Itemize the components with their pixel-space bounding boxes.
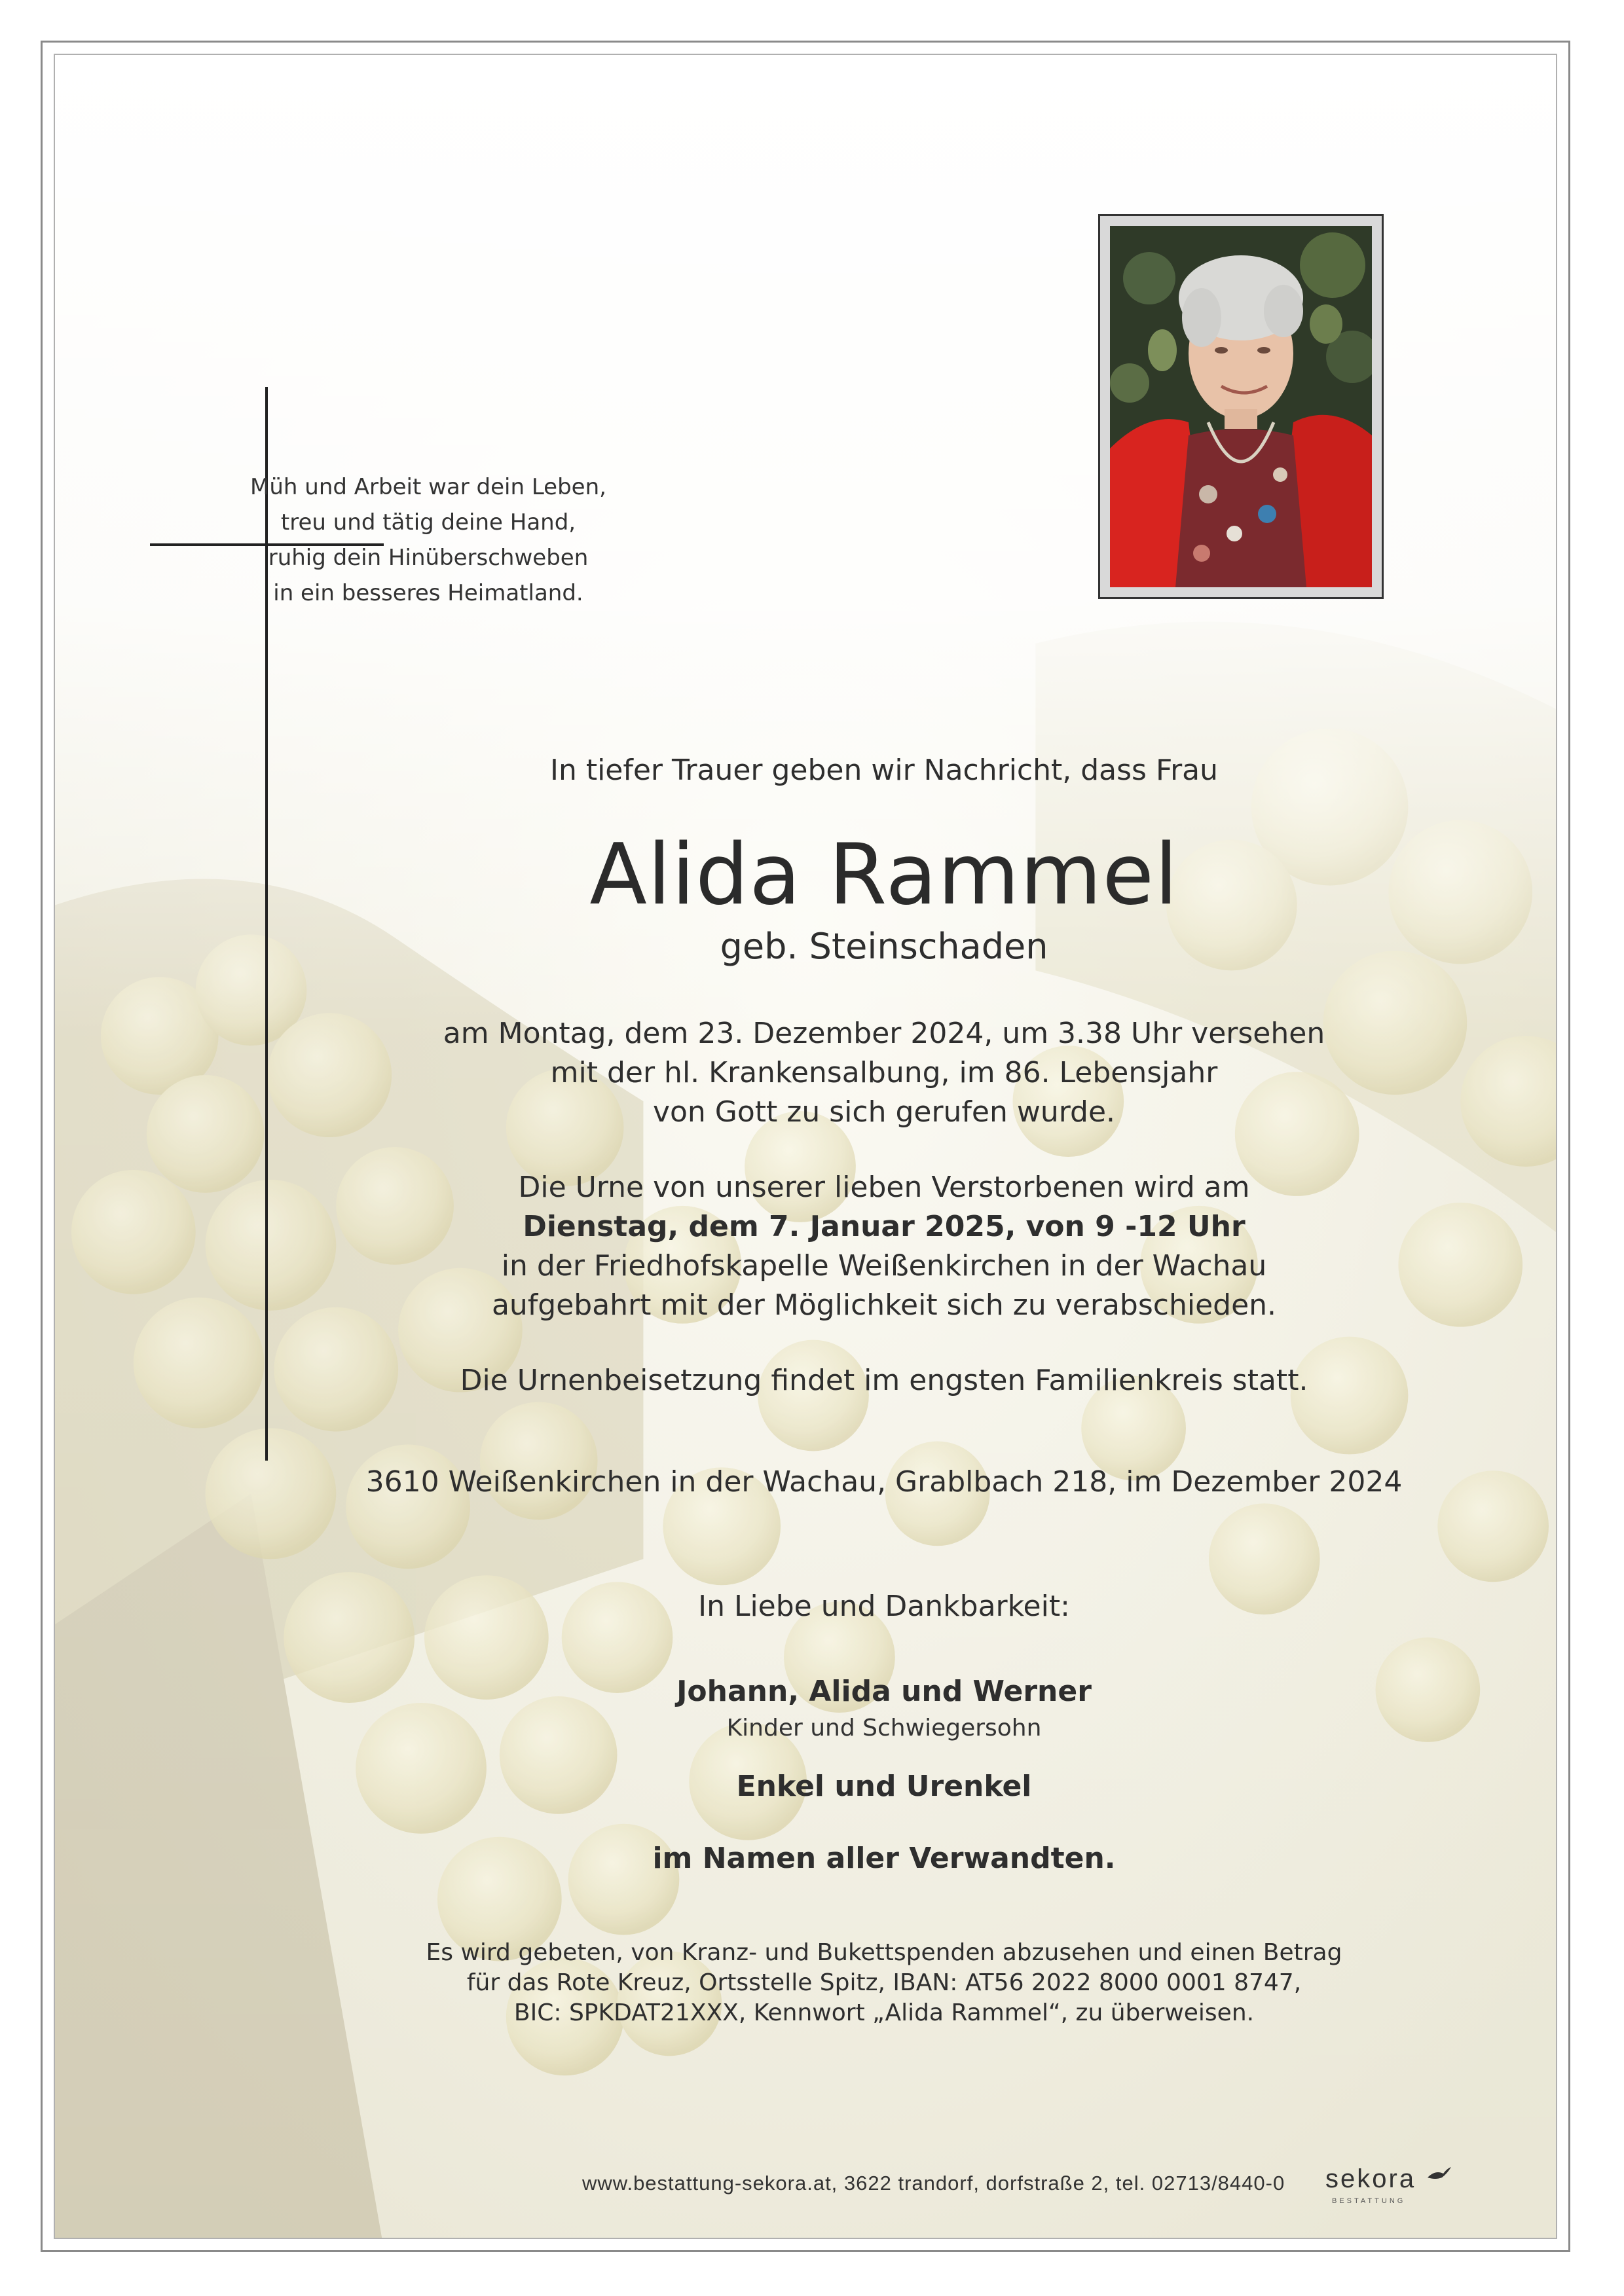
death-line: mit der hl. Krankensalbung, im 86. Lebensjahr bbox=[550, 1056, 1218, 1089]
urn-date: Dienstag, dem 7. Januar 2025, von 9 -12 Uhr bbox=[523, 1210, 1246, 1243]
verse-line: in ein besseres Heimatland. bbox=[273, 580, 583, 606]
urn-line: Die Urne von unserer lieben Verstorbenen wird am bbox=[518, 1171, 1250, 1204]
burial-text: Die Urnenbeisetzung findet im engsten Familienkreis statt. bbox=[460, 1364, 1308, 1397]
urn-location: in der Friedhofskapelle Weißenkirchen in der Wachau bbox=[501, 1249, 1267, 1283]
donation-line: Es wird gebeten, von Kranz- und Bukettspenden abzusehen und einen Betrag bbox=[426, 1939, 1342, 1966]
portrait-illustration bbox=[1110, 226, 1372, 587]
portrait-photo bbox=[1110, 226, 1372, 587]
mourners-grandchildren: Enkel und Urenkel bbox=[736, 1770, 1032, 1803]
mourners-children-role: Kinder und Schwiegersohn bbox=[726, 1715, 1042, 1741]
verse-line: Müh und Arbeit war dein Leben, bbox=[250, 474, 606, 500]
bird-icon bbox=[1426, 2164, 1452, 2181]
sekora-logo bbox=[1325, 2164, 1452, 2194]
intro-text: In tiefer Trauer geben wir Nachricht, dass Frau bbox=[549, 754, 1219, 787]
verse-line: ruhig dein Hinüberschweben bbox=[268, 545, 589, 571]
mourners-intro: In Liebe und Dankbarkeit: bbox=[698, 1590, 1070, 1623]
verse-line: treu und tätig deine Hand, bbox=[280, 509, 576, 536]
logo-text: sekora bbox=[1325, 2164, 1416, 2193]
donation-line: BIC: SPKDAT21XXX, Kennwort „Alida Rammel“, zu überweisen. bbox=[513, 1999, 1255, 2026]
maiden-name: geb. Steinschaden bbox=[720, 926, 1048, 967]
mourners-relatives: im Namen aller Verwandten. bbox=[652, 1842, 1116, 1875]
mourners-children: Johann, Alida und Werner bbox=[676, 1675, 1092, 1708]
death-line: am Montag, dem 23. Dezember 2024, um 3.38 Uhr versehen bbox=[443, 1017, 1325, 1050]
death-line: von Gott zu sich gerufen wurde. bbox=[652, 1095, 1116, 1129]
place-date: 3610 Weißenkirchen in der Wachau, Grablbach 218, im Dezember 2024 bbox=[365, 1465, 1403, 1499]
urn-farewell: aufgebahrt mit der Möglichkeit sich zu verabschieden. bbox=[491, 1288, 1277, 1322]
donation-line: für das Rote Kreuz, Ortsstelle Spitz, IBAN: AT56 2022 8000 0001 8747, bbox=[466, 1969, 1302, 1996]
portrait-frame bbox=[1098, 214, 1384, 599]
footer-contact: www.bestattung-sekora.at, 3622 trandorf, dorfstraße 2, tel. 02713/8440-0 bbox=[582, 2172, 1285, 2195]
deceased-name: Alida Rammel bbox=[589, 826, 1179, 924]
obituary-card bbox=[54, 54, 1557, 2239]
logo-subtitle: BESTATTUNG bbox=[1332, 2197, 1406, 2205]
